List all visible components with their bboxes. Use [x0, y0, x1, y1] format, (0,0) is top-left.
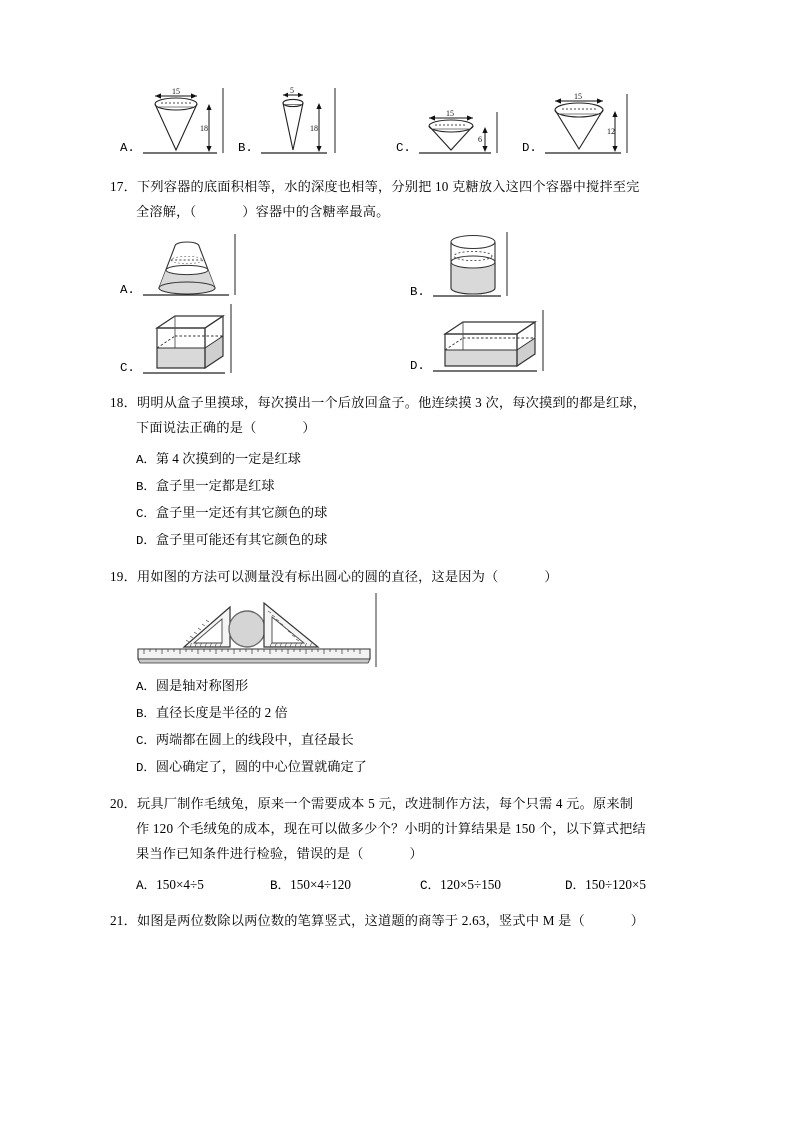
q18-option-d-letter: D．: [136, 534, 156, 548]
q20-text-line-2: 作 120 个毛绒兔的成本，现在可以做多少个？小明的计算结果是 150 个，以下算式把结: [136, 821, 646, 836]
q20-line-2: [110, 816, 700, 841]
q16-b-height-label: 18: [309, 124, 318, 133]
q17-option-a-figure: [139, 232, 247, 298]
q18-option-c[interactable]: [110, 500, 700, 527]
q17-text-line-1: 下列容器的底面积相等，水的深度也相等，分别把 10 克糖放入这四个容器中搅拌至完: [136, 179, 640, 194]
q16-d-height-label: 12: [606, 127, 615, 136]
q18-line-2: [110, 415, 700, 440]
q19-text-line-1-before: 用如图的方法可以测量没有标出圆心的圆的直径，这是因为（: [136, 569, 499, 584]
q16-option-b[interactable]: [238, 86, 347, 156]
q16-option-d-figure: [541, 92, 637, 156]
q21-text-line-1-after: ）: [630, 913, 645, 928]
q17-line-2: [110, 199, 700, 224]
q18-option-b-text: 盒子里一定都是红球: [155, 478, 275, 493]
q19-option-b[interactable]: [110, 700, 700, 727]
q19-option-c-letter: C．: [136, 734, 156, 748]
q16-option-a-figure: [139, 86, 229, 156]
q18-number: 18．: [110, 395, 137, 410]
q18-option-c-letter: C．: [136, 507, 156, 521]
q17-option-d-figure: [429, 308, 555, 374]
q17-line-1: [110, 174, 700, 199]
q17-option-b[interactable]: [410, 230, 525, 300]
q17-option-b-letter: B.: [410, 284, 425, 299]
q17-number: 17．: [110, 179, 137, 194]
q20-option-c-expr: 120×5÷150: [440, 877, 501, 892]
page-content: [110, 80, 700, 933]
q17-options-row-2: [110, 302, 700, 380]
q16-c-height-label: 6: [477, 135, 482, 144]
q17-option-d-letter: D.: [410, 358, 425, 373]
q16-option-a[interactable]: [120, 86, 229, 156]
q17-answer-blank[interactable]: [196, 204, 242, 219]
q16-option-c-letter: C.: [396, 140, 411, 155]
q18-option-a[interactable]: [110, 446, 700, 473]
q20-option-b-letter: B．: [270, 879, 291, 893]
q16-option-a-letter: A.: [120, 140, 135, 155]
q18-option-c-text: 盒子里一定还有其它颜色的球: [155, 505, 328, 520]
q18-option-b-letter: B．: [136, 480, 156, 494]
q17-option-c-figure: [139, 302, 243, 376]
q20-line-3: [110, 841, 700, 866]
q20-option-b-expr: 150×4÷120: [290, 877, 351, 892]
q17-option-a-letter: A.: [120, 282, 135, 297]
q20-option-c-letter: C．: [420, 879, 441, 893]
q17-option-a[interactable]: [120, 232, 247, 298]
q21-text-line-1-before: 如图是两位数除以两位数的笔算竖式，这道题的商等于 2.63，竖式中 M 是（: [136, 913, 585, 928]
q20-line-1: [110, 791, 700, 816]
q21-line-1: [110, 908, 700, 933]
q20-option-a[interactable]: [136, 874, 204, 893]
q18-option-b[interactable]: [110, 473, 700, 500]
q20-text-line-3-after: ）: [409, 846, 423, 861]
q20-answer-blank[interactable]: [364, 846, 410, 861]
q16-option-c[interactable]: [396, 110, 507, 156]
q19-text-line-1-after: ）: [544, 569, 558, 584]
q18-text-line-2-after: ）: [302, 420, 316, 435]
q17-option-d[interactable]: [410, 308, 555, 374]
q19-figure: [132, 593, 382, 669]
q19-option-b-letter: B．: [136, 707, 156, 721]
q16-options-figures: [110, 80, 700, 160]
q16-option-c-figure: [415, 110, 507, 156]
q19-option-a-letter: A．: [136, 680, 156, 694]
q16-option-b-figure: [257, 86, 347, 156]
q17-option-c[interactable]: [120, 302, 243, 376]
q20-number: 20．: [110, 796, 137, 811]
q19-option-d[interactable]: [110, 754, 700, 781]
q16-d-diameter-label: 15: [573, 92, 582, 101]
q20-text-line-3-before: 果当作已知条件进行检验，错误的是（: [136, 846, 364, 861]
q19-option-b-text: 直径长度是半径的 2 倍: [155, 705, 288, 720]
q20-option-a-expr: 150×4÷5: [156, 877, 204, 892]
q20-options-row: [110, 872, 700, 898]
q20-option-d[interactable]: [565, 874, 646, 893]
q19-option-c[interactable]: [110, 727, 700, 754]
q18-answer-blank[interactable]: [257, 420, 303, 435]
q18-option-d[interactable]: [110, 527, 700, 554]
q21-number: 21．: [110, 913, 137, 928]
q20-option-a-letter: A．: [136, 879, 157, 893]
q19-option-a-text: 圆是轴对称图形: [155, 678, 249, 693]
q18-option-d-text: 盒子里可能还有其它颜色的球: [155, 532, 328, 547]
q17-option-c-letter: C.: [120, 360, 135, 375]
q17-option-b-figure: [429, 230, 525, 300]
q16-option-d[interactable]: [522, 92, 637, 156]
q16-option-b-letter: B.: [238, 140, 253, 155]
q19-number: 19．: [110, 569, 137, 584]
q19-answer-blank[interactable]: [498, 569, 544, 584]
q20-option-c[interactable]: [420, 874, 501, 893]
q16-c-diameter-label: 15: [445, 110, 454, 118]
q19-option-c-text: 两端都在圆上的线段中，直径最长: [155, 732, 354, 747]
q16-a-diameter-label: 15: [171, 87, 180, 96]
q21-answer-blank[interactable]: [585, 913, 631, 928]
q16-option-d-letter: D.: [522, 140, 537, 155]
q18-text-line-2-before: 下面说法正确的是（: [136, 420, 257, 435]
q19-line-1: [110, 564, 700, 589]
q16-a-height-label: 18: [199, 124, 208, 133]
q19-option-d-letter: D．: [136, 761, 156, 775]
q16-b-diameter-label: 5: [289, 86, 294, 95]
q18-line-1: [110, 390, 700, 415]
q20-option-d-expr: 150÷120×5: [585, 877, 646, 892]
q20-text-line-1: 玩具厂制作毛绒兔，原来一个需要成本 5 元，改进制作方法，每个只需 4 元。原来制: [136, 796, 634, 811]
q20-option-d-letter: D．: [565, 879, 586, 893]
q18-option-a-text: 第 4 次摸到的一定是红球: [155, 451, 301, 466]
q19-measuring-diagram: [132, 593, 382, 669]
q18-text-line-1: 明明从盒子里摸球，每次摸出一个后放回盒子。他连续摸 3 次，每次摸到的都是红球，: [136, 395, 647, 410]
q20-option-b[interactable]: [270, 874, 351, 893]
q19-option-a[interactable]: [110, 673, 700, 700]
q18-option-a-letter: A．: [136, 453, 156, 467]
q19-option-d-text: 圆心确定了，圆的中心位置就确定了: [155, 759, 367, 774]
q17-options-row-1: [110, 230, 700, 302]
q17-text-line-2-before: 全溶解，（: [136, 204, 197, 219]
q17-text-line-2-after: ）容器中的含糖率最高。: [242, 204, 390, 219]
q19-figure-row: [110, 591, 700, 673]
